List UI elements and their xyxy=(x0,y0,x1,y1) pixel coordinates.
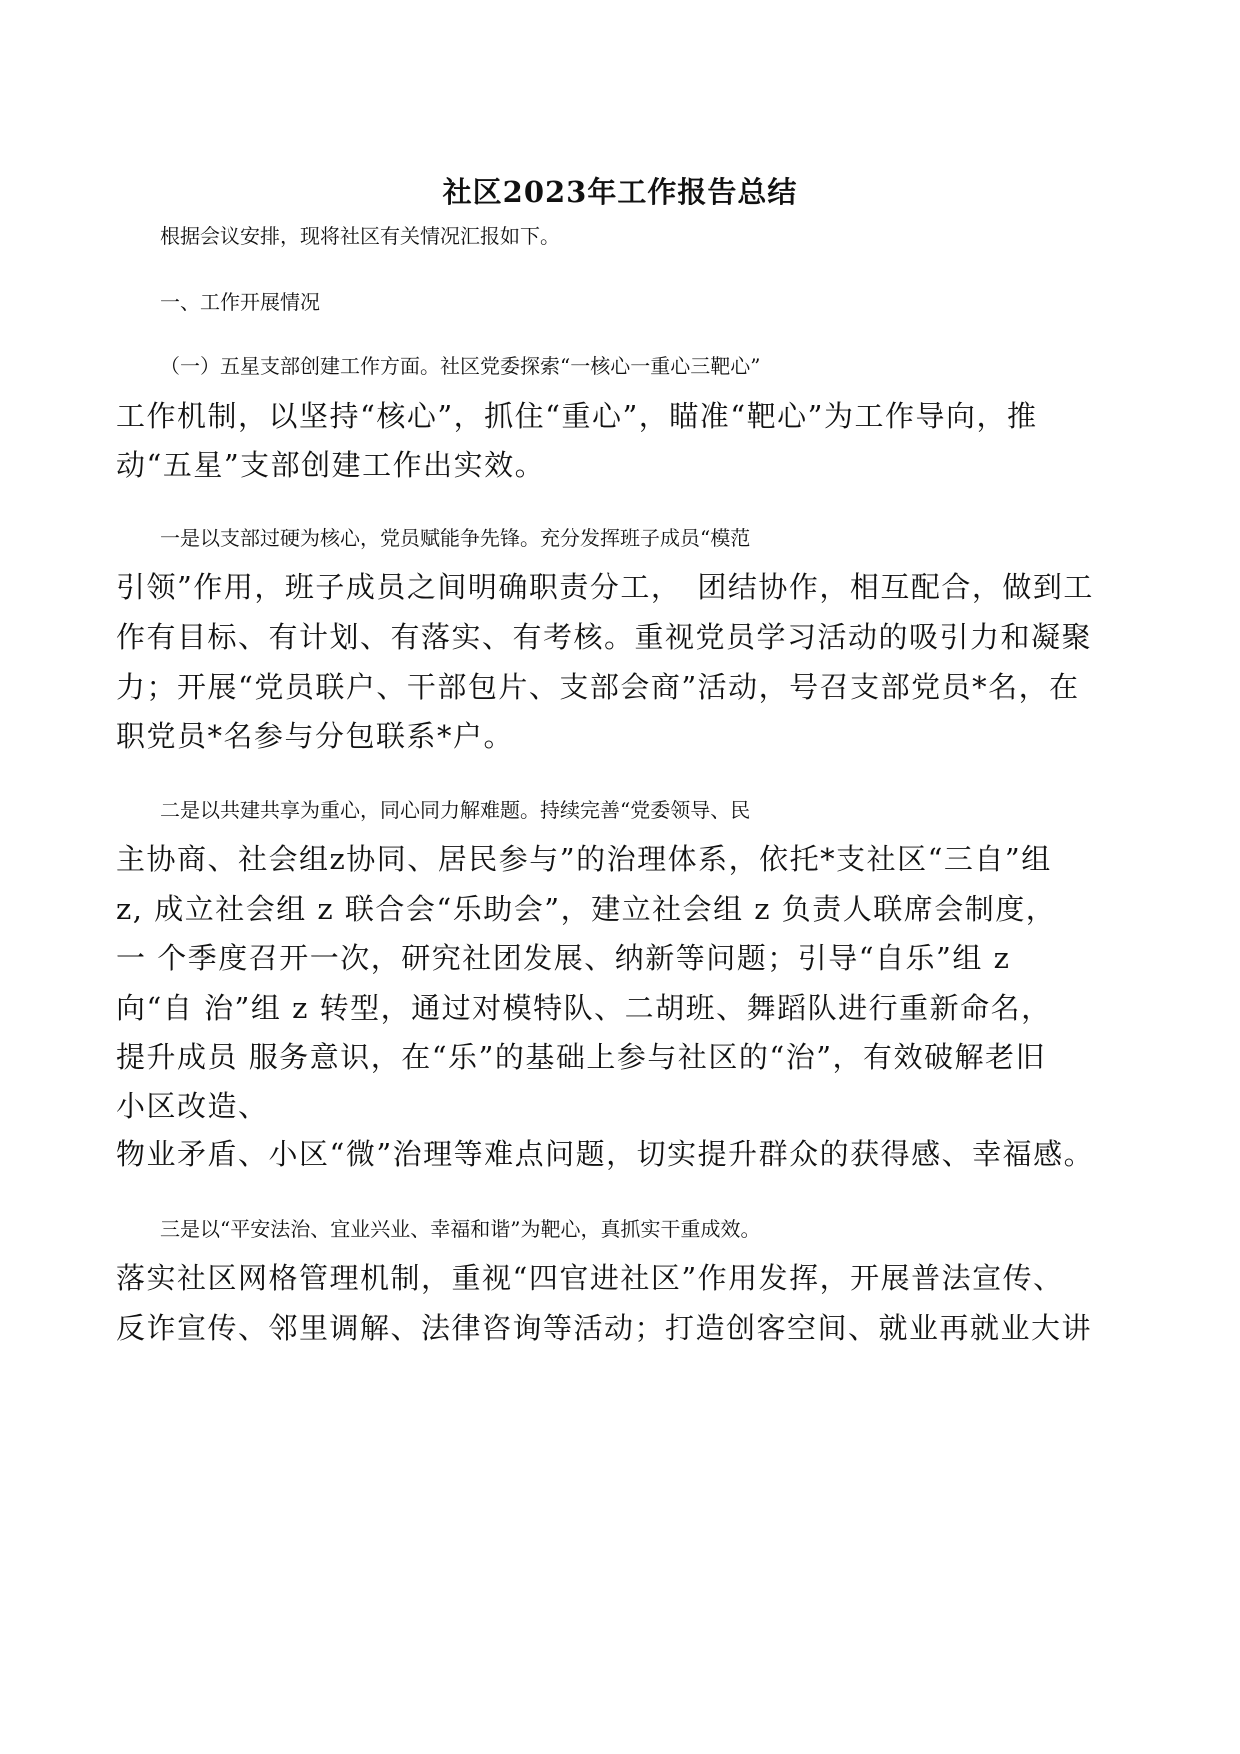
paragraph-line: z, 成立社会组 z 联合会“乐助会”，建立社会组 z 负责人联席会制度， xyxy=(116,892,1057,926)
paragraph-line: 主协商、社会组z协同、居民参与”的治理体系，依托*支社区“三自”组 xyxy=(116,842,1052,876)
paragraph-line: 一是以支部过硬为核心，党员赋能争先锋。充分发挥班子成员“模范 xyxy=(160,526,751,550)
paragraph-line: 一 个季度召开一次，研究社团发展、纳新等问题；引导“自乐”组 z xyxy=(116,941,1011,975)
paragraph-line: 二是以共建共享为重心，同心同力解难题。持续完善“党委领导、民 xyxy=(160,798,751,822)
paragraph-line: 职党员*名参与分包联系*户。 xyxy=(116,719,515,753)
paragraph-line: 作有目标、有计划、有落实、有考核。重视党员学习活动的吸引力和凝聚 xyxy=(116,620,1093,654)
paragraph-line: 引领”作用，班子成员之间明确职责分工， 团结协作，相互配合，做到工 xyxy=(116,570,1094,604)
intro-line: 根据会议安排，现将社区有关情况汇报如下。 xyxy=(160,224,560,248)
paragraph-line: 提升成员 服务意识，在“乐”的基础上参与社区的“治”，有效破解老旧 xyxy=(116,1040,1047,1074)
paragraph-line: 物业矛盾、小区“微”治理等难点问题，切实提升群众的获得感、幸福感。 xyxy=(116,1137,1095,1171)
paragraph-line: 小区改造、 xyxy=(116,1089,269,1123)
paragraph-line: 向“自 治”组 z 转型，通过对模特队、二胡班、舞蹈队进行重新命名， xyxy=(116,991,1052,1025)
paragraph-line: 反诈宣传、邻里调解、法律咨询等活动；打造创客空间、就业再就业大讲 xyxy=(116,1311,1093,1345)
paragraph-line: 落实社区网格管理机制，重视“四官进社区”作用发挥，开展普法宣传、 xyxy=(116,1261,1064,1295)
paragraph-line: 动“五星”支部创建工作出实效。 xyxy=(116,448,546,482)
paragraph-line: 力；开展“党员联户、干部包片、支部会商”活动，号召支部党员*名，在 xyxy=(116,670,1080,704)
paragraph-line: （一）五星支部创建工作方面。社区党委探索“一核心一重心三靶心” xyxy=(160,354,761,378)
section-heading: 一、工作开展情况 xyxy=(160,290,320,314)
paragraph-line: 三是以“平安法治、宜业兴业、幸福和谐”为靶心，真抓实干重成效。 xyxy=(160,1217,761,1241)
paragraph-line: 工作机制，以坚持“核心”，抓住“重心”，瞄准“靶心”为工作导向，推 xyxy=(116,399,1038,433)
document-title: 社区2023年工作报告总结 xyxy=(442,175,798,209)
